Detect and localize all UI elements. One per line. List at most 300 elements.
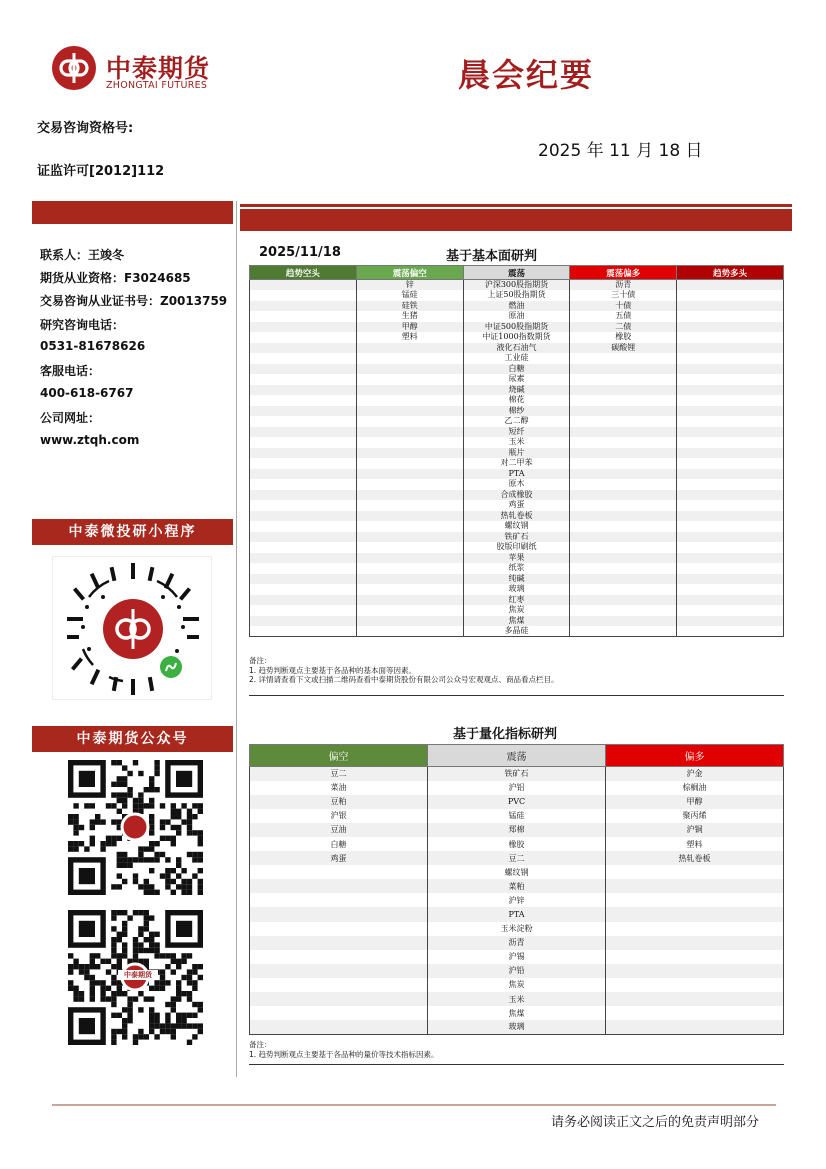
table-cell — [356, 595, 463, 606]
table-row — [250, 448, 784, 459]
table-cell — [606, 1006, 784, 1020]
table-row — [250, 1020, 784, 1034]
table-cell — [250, 1020, 428, 1034]
table-cell: 玻璃 — [428, 1020, 606, 1034]
table-cell — [356, 605, 463, 616]
table-row — [250, 458, 784, 469]
table-cell: 甲醇 — [606, 795, 784, 809]
quant-header-0: 偏空 — [250, 745, 428, 767]
table-row — [250, 280, 784, 291]
fundamental-header-4: 趋势多头 — [677, 266, 784, 280]
table-cell — [356, 500, 463, 511]
table-cell — [570, 563, 677, 574]
table-cell: 铁矿石 — [463, 532, 570, 543]
table-cell — [677, 427, 784, 438]
table-cell — [570, 511, 677, 522]
table-cell: 三十债 — [570, 290, 677, 301]
table-cell: 沥青 — [570, 280, 677, 291]
table-row — [250, 767, 784, 781]
table-row — [250, 479, 784, 490]
research-phone-label: 研究咨询电话： — [40, 318, 125, 332]
table-cell — [570, 364, 677, 375]
table-cell — [250, 427, 357, 438]
table-cell — [250, 374, 357, 385]
table-cell — [677, 322, 784, 333]
table-cell — [570, 626, 677, 637]
quant-header-1: 震荡 — [428, 745, 606, 767]
table-cell — [250, 353, 357, 364]
table-cell — [250, 626, 357, 637]
table-cell: 液化石油气 — [463, 343, 570, 354]
table-row — [250, 437, 784, 448]
logo-mark-icon — [52, 46, 96, 90]
table-cell: 五债 — [570, 311, 677, 322]
table-cell — [356, 490, 463, 501]
table-row — [250, 500, 784, 511]
table-cell — [570, 458, 677, 469]
table-cell — [250, 395, 357, 406]
table-row — [250, 343, 784, 354]
fundamental-table — [249, 265, 784, 637]
report-date: 2025 年 11 月 18 日 — [538, 141, 703, 161]
table-row — [250, 385, 784, 396]
table-cell — [570, 374, 677, 385]
table-cell: 原木 — [463, 479, 570, 490]
table-cell — [356, 343, 463, 354]
table-cell — [356, 574, 463, 585]
table-row — [250, 950, 784, 964]
table-cell — [570, 353, 677, 364]
table-cell: 硅铁 — [356, 301, 463, 312]
table-cell: 鸡蛋 — [250, 851, 428, 865]
table-cell — [356, 385, 463, 396]
table-cell: 胶版印刷纸 — [463, 542, 570, 553]
quant-header-2: 偏多 — [606, 745, 784, 767]
table-cell: 玉米淀粉 — [428, 922, 606, 936]
table-row — [250, 511, 784, 522]
table-cell — [606, 964, 784, 978]
table-cell: 工业硅 — [463, 353, 570, 364]
table-cell — [677, 332, 784, 343]
table-cell — [570, 553, 677, 564]
fundamental-header-2: 震荡 — [463, 266, 570, 280]
table-cell — [250, 290, 357, 301]
qr-logo-text: 中泰期货 — [118, 970, 158, 980]
table-cell — [677, 406, 784, 417]
table-cell: 豆二 — [250, 767, 428, 781]
quant-notes — [249, 1040, 784, 1059]
table-cell: 螺纹钢 — [428, 865, 606, 879]
table-cell — [250, 406, 357, 417]
table-cell — [606, 879, 784, 893]
table-cell: 豆油 — [250, 823, 428, 837]
table-cell — [250, 301, 357, 312]
table-cell — [677, 626, 784, 637]
table-cell: 沪锌 — [428, 893, 606, 907]
table-cell — [250, 574, 357, 585]
table-cell — [250, 1006, 428, 1020]
table-cell — [250, 532, 357, 543]
note-line: 2. 详情请查看下文或扫描二维码查看中泰期货股份有限公司公众号宏观观点、商品看点栏目。 — [249, 675, 559, 684]
table-cell: 中证500股指期货 — [463, 322, 570, 333]
table-cell — [570, 479, 677, 490]
table-cell: 锌 — [356, 280, 463, 291]
table-cell — [677, 290, 784, 301]
table-cell: 沪金 — [606, 767, 784, 781]
table-cell — [250, 936, 428, 950]
footer-line — [52, 1104, 776, 1106]
table-row — [250, 795, 784, 809]
table-row — [250, 1006, 784, 1020]
table-cell — [677, 448, 784, 459]
table-cell: 聚丙烯 — [606, 809, 784, 823]
table-cell — [250, 893, 428, 907]
column-divider — [236, 201, 237, 1077]
table-cell — [677, 458, 784, 469]
table-cell — [677, 374, 784, 385]
table-cell — [250, 879, 428, 893]
table-row — [250, 322, 784, 333]
table-row — [250, 809, 784, 823]
table-cell: 尿素 — [463, 374, 570, 385]
divider — [249, 695, 784, 696]
table-cell — [250, 469, 357, 480]
table-row — [250, 332, 784, 343]
table-cell — [356, 458, 463, 469]
table-cell — [677, 595, 784, 606]
table-cell — [250, 978, 428, 992]
table-cell — [570, 406, 677, 417]
table-cell: 瓶片 — [463, 448, 570, 459]
table-cell — [606, 865, 784, 879]
table-cell: 中证1000指数期货 — [463, 332, 570, 343]
table-cell — [356, 584, 463, 595]
table-cell — [250, 511, 357, 522]
table-cell: 十债 — [570, 301, 677, 312]
table-cell: 豆粕 — [250, 795, 428, 809]
table-cell — [677, 343, 784, 354]
divider — [249, 1064, 784, 1065]
table-row — [250, 907, 784, 921]
service-phone: 400-618-6767 — [40, 386, 134, 400]
table-cell — [677, 364, 784, 375]
table-cell — [356, 364, 463, 375]
table-row — [250, 595, 784, 606]
table-row — [250, 823, 784, 837]
quant-table — [249, 744, 784, 1035]
table-cell — [677, 490, 784, 501]
table-cell: PTA — [428, 907, 606, 921]
table-cell — [250, 584, 357, 595]
table-cell: 塑料 — [356, 332, 463, 343]
table-cell: PVC — [428, 795, 606, 809]
table-cell — [606, 978, 784, 992]
note-line: 1. 趋势判断观点主要基于各品种的量价等技术指标因素。 — [249, 1049, 439, 1059]
table-cell: PTA — [463, 469, 570, 480]
service-phone-label: 客服电话： — [40, 364, 101, 378]
table-cell: 鸡蛋 — [463, 500, 570, 511]
company-logo — [52, 46, 242, 94]
table-cell — [356, 616, 463, 627]
official-account-qr-icon[interactable] — [68, 760, 208, 895]
table-cell — [570, 490, 677, 501]
futures-qualification: 期货从业资格：F3024685 — [40, 271, 191, 285]
table-row — [250, 781, 784, 795]
table-row — [250, 978, 784, 992]
table-row — [250, 936, 784, 950]
table-cell — [677, 574, 784, 585]
table-cell — [677, 311, 784, 322]
table-cell — [250, 563, 357, 574]
table-cell: 沥青 — [428, 936, 606, 950]
table-row — [250, 605, 784, 616]
table-row — [250, 837, 784, 851]
table-cell — [250, 448, 357, 459]
table-cell: 二债 — [570, 322, 677, 333]
table-cell — [570, 395, 677, 406]
table-cell — [356, 353, 463, 364]
table-row — [250, 290, 784, 301]
table-cell — [250, 605, 357, 616]
license-number: 证监许可[2012]112 — [37, 164, 165, 179]
table-row — [250, 584, 784, 595]
table-row — [250, 469, 784, 480]
table-cell — [677, 584, 784, 595]
table-row — [250, 922, 784, 936]
table-cell — [606, 922, 784, 936]
table-cell: 塑料 — [606, 837, 784, 851]
table-cell — [570, 595, 677, 606]
table-cell — [250, 458, 357, 469]
table-cell: 棉纱 — [463, 406, 570, 417]
table-cell — [570, 616, 677, 627]
table-cell: 焦煤 — [428, 1006, 606, 1020]
fundamental-notes — [249, 656, 784, 685]
table-cell — [250, 385, 357, 396]
table-cell — [356, 416, 463, 427]
table-row — [250, 406, 784, 417]
logo-text-cn: 中泰期货 — [106, 54, 211, 83]
mini-program-qr-icon[interactable] — [52, 556, 212, 700]
table-cell — [356, 553, 463, 564]
license-label: 交易咨询资格号: — [37, 121, 134, 136]
table-cell: 碳酸锂 — [570, 343, 677, 354]
table-cell: 生猪 — [356, 311, 463, 322]
table-row — [250, 532, 784, 543]
table-row — [250, 353, 784, 364]
table-row — [250, 626, 784, 637]
page-title: 晨会纪要 — [458, 56, 595, 94]
table-cell: 沪深300股指期货 — [463, 280, 570, 291]
table-cell — [606, 907, 784, 921]
table-cell — [677, 605, 784, 616]
table-row — [250, 992, 784, 1006]
table-cell — [570, 427, 677, 438]
table-cell — [356, 479, 463, 490]
table-cell — [677, 532, 784, 543]
table-cell: 棕榈油 — [606, 781, 784, 795]
table-row — [250, 879, 784, 893]
table-cell — [356, 448, 463, 459]
table-cell — [250, 490, 357, 501]
table-cell — [677, 437, 784, 448]
disclaimer-note: 请务必阅读正文之后的免责声明部分 — [551, 1115, 760, 1130]
table-cell — [570, 437, 677, 448]
table-cell — [356, 427, 463, 438]
note-line: 备注： — [249, 1040, 272, 1049]
contact-person: 联系人：王竣冬 — [40, 248, 125, 262]
table-cell — [250, 964, 428, 978]
table-cell: 烧碱 — [463, 385, 570, 396]
table-cell — [570, 584, 677, 595]
table-cell: 玻璃 — [463, 584, 570, 595]
right-header-bar — [240, 207, 792, 231]
table-cell — [356, 542, 463, 553]
table-cell — [356, 521, 463, 532]
fundamental-header-3: 震荡偏多 — [570, 266, 677, 280]
table-cell — [606, 992, 784, 1006]
table-cell: 白糖 — [250, 837, 428, 851]
table-cell: 锰硅 — [356, 290, 463, 301]
table-cell — [250, 616, 357, 627]
table-cell — [250, 521, 357, 532]
fundamental-header-0: 趋势空头 — [250, 266, 357, 280]
table-cell — [250, 343, 357, 354]
website-link[interactable]: www.ztqh.com — [40, 433, 140, 447]
table-cell — [250, 595, 357, 606]
table-cell — [250, 280, 357, 291]
table-cell: 热轧卷板 — [463, 511, 570, 522]
table-cell: 合成橡胶 — [463, 490, 570, 501]
table-cell — [356, 626, 463, 637]
table-cell — [250, 553, 357, 564]
advisory-certificate: 交易咨询从业证书号：Z0013759 — [40, 294, 228, 308]
table-cell: 热轧卷板 — [606, 851, 784, 865]
table-row — [250, 553, 784, 564]
table-cell: 橡胶 — [570, 332, 677, 343]
table-cell: 锰硅 — [428, 809, 606, 823]
website-label: 公司网址： — [40, 411, 101, 425]
table-cell — [677, 553, 784, 564]
table-cell — [677, 353, 784, 364]
table-cell: 焦炭 — [428, 978, 606, 992]
table-cell — [677, 469, 784, 480]
fundamental-title: 基于基本面研判 — [446, 249, 538, 264]
table-cell: 豆二 — [428, 851, 606, 865]
research-phone: 0531-81678626 — [40, 339, 146, 353]
table-cell — [606, 893, 784, 907]
table-cell: 玉米 — [428, 992, 606, 1006]
table-row — [250, 311, 784, 322]
table-cell: 菜粕 — [428, 879, 606, 893]
table-cell — [356, 469, 463, 480]
quant-title: 基于量化指标研判 — [453, 727, 558, 742]
table-cell: 原油 — [463, 311, 570, 322]
note-line: 备注： — [249, 656, 272, 665]
table-cell: 沪银 — [250, 809, 428, 823]
table-cell — [356, 437, 463, 448]
table-cell — [250, 364, 357, 375]
table-cell — [250, 865, 428, 879]
table-cell: 沪铅 — [428, 964, 606, 978]
table-cell: 燃油 — [463, 301, 570, 312]
fundamental-header-1: 震荡偏空 — [356, 266, 463, 280]
table-row — [250, 364, 784, 375]
table-cell — [606, 950, 784, 964]
table-cell: 上证50股指期货 — [463, 290, 570, 301]
table-cell — [250, 322, 357, 333]
table-cell: 短纤 — [463, 427, 570, 438]
table-cell — [677, 542, 784, 553]
table-cell — [677, 385, 784, 396]
table-cell: 苹果 — [463, 553, 570, 564]
table-cell: 纸浆 — [463, 563, 570, 574]
table-cell — [570, 605, 677, 616]
table-cell — [250, 479, 357, 490]
table-cell — [250, 332, 357, 343]
table-cell: 焦炭 — [463, 605, 570, 616]
table-cell — [570, 542, 677, 553]
table-row — [250, 521, 784, 532]
table-cell: 橡胶 — [428, 837, 606, 851]
table-row — [250, 490, 784, 501]
table-cell — [570, 385, 677, 396]
table-row — [250, 964, 784, 978]
table-cell: 红枣 — [463, 595, 570, 606]
table-cell: 玉米 — [463, 437, 570, 448]
table-cell — [677, 416, 784, 427]
section-date: 2025/11/18 — [259, 245, 341, 260]
table-row — [250, 865, 784, 879]
table-row — [250, 427, 784, 438]
table-cell — [570, 416, 677, 427]
table-cell: 棉花 — [463, 395, 570, 406]
table-cell: 螺纹钢 — [463, 521, 570, 532]
table-cell — [356, 374, 463, 385]
note-line: 1. 趋势判断观点主要基于各品种的基本面等因素。 — [249, 665, 417, 675]
table-cell — [570, 532, 677, 543]
table-row — [250, 416, 784, 427]
table-cell — [356, 532, 463, 543]
table-cell — [250, 311, 357, 322]
table-cell: 白糖 — [463, 364, 570, 375]
table-cell — [677, 521, 784, 532]
table-cell — [250, 950, 428, 964]
table-cell: 沪锡 — [428, 950, 606, 964]
table-row — [250, 851, 784, 865]
table-cell — [677, 616, 784, 627]
table-cell — [606, 1020, 784, 1034]
table-cell — [356, 406, 463, 417]
table-cell: 沪铜 — [606, 823, 784, 837]
table-cell — [606, 936, 784, 950]
mini-program-banner: 中泰微投研小程序 — [32, 519, 233, 545]
table-cell — [250, 437, 357, 448]
table-cell — [570, 469, 677, 480]
table-cell — [356, 395, 463, 406]
table-cell — [677, 301, 784, 312]
table-row — [250, 301, 784, 312]
table-cell — [677, 511, 784, 522]
table-row — [250, 563, 784, 574]
table-cell — [677, 280, 784, 291]
table-cell — [677, 563, 784, 574]
table-row — [250, 374, 784, 385]
table-cell — [570, 574, 677, 585]
table-row — [250, 542, 784, 553]
table-cell — [570, 500, 677, 511]
table-cell: 乙二醇 — [463, 416, 570, 427]
